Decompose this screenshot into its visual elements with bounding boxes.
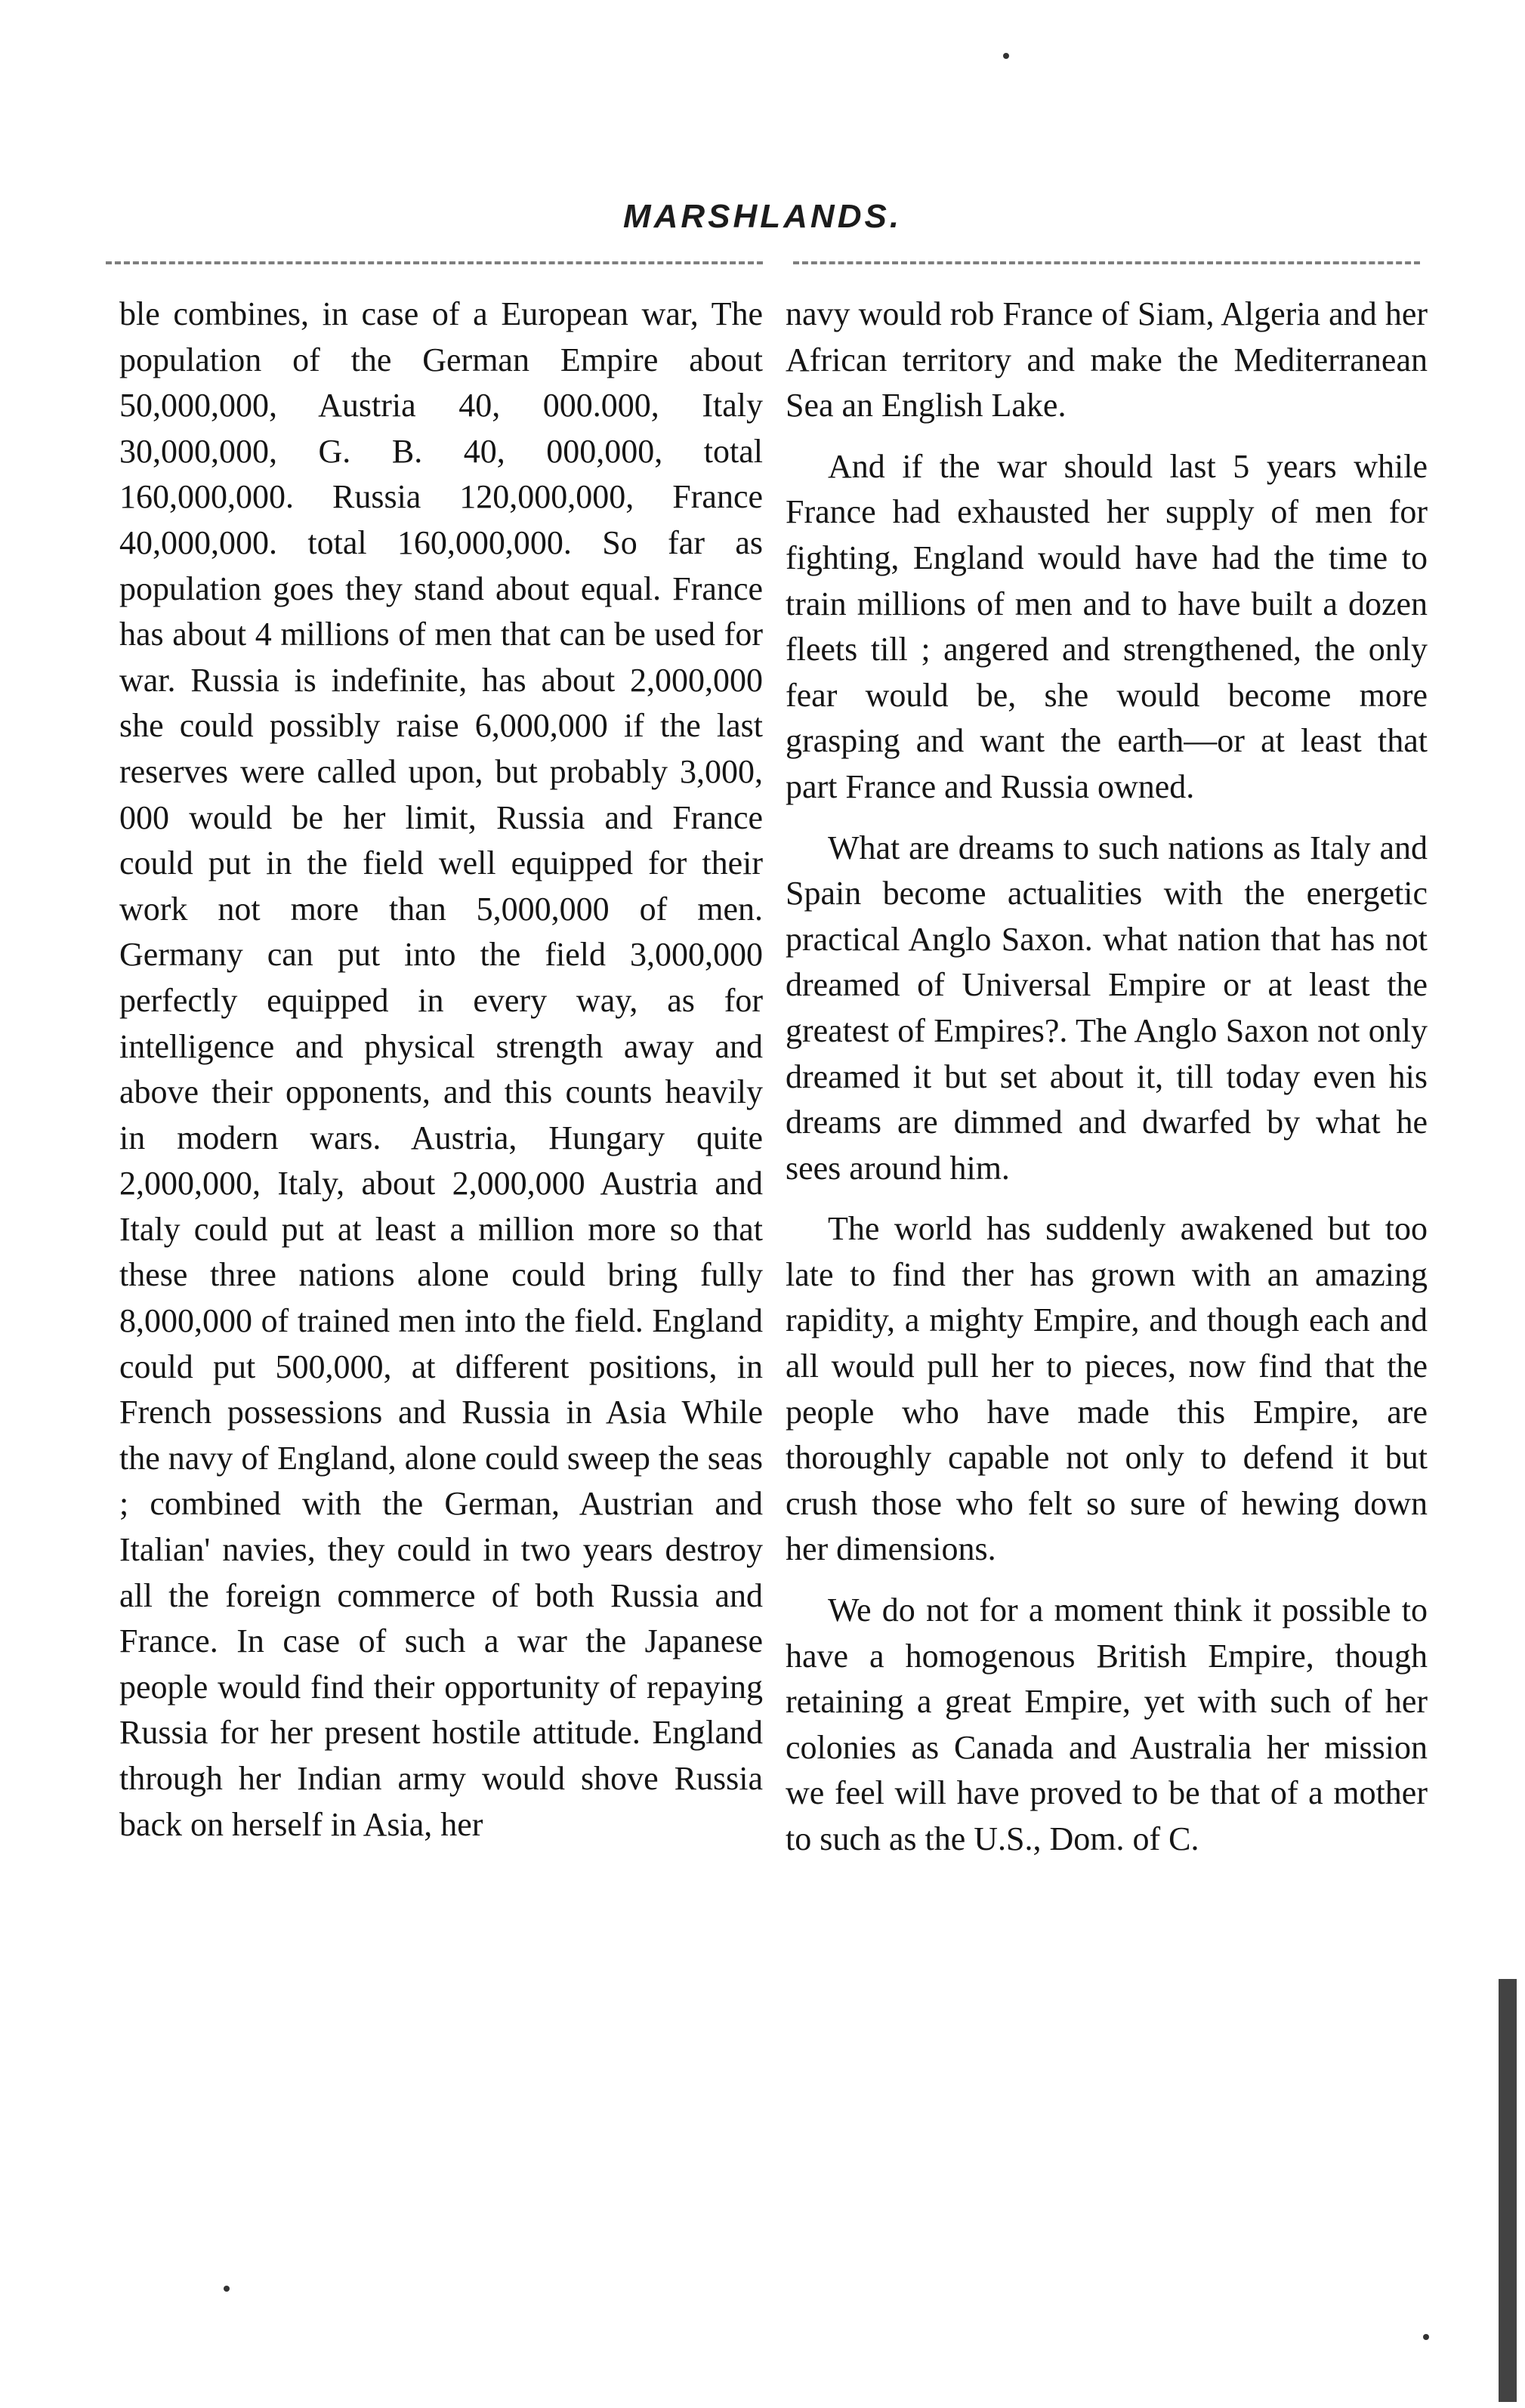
right-paragraph-4: The world has suddenly awakened but too late to find ther has grown with an amazing rapidity, a mighty Empire, and though each and all would pull her to pieces, now find that the people who have made this Empire, are thoroughly capable not only to defend it but crush those who felt so sure of hewing down her dimensions. — [786, 1210, 1428, 1568]
scan-speck-top — [1003, 53, 1009, 59]
scan-speck-bottom-left — [224, 2286, 230, 2292]
right-column — [786, 292, 1428, 1878]
right-paragraph-3: What are dreams to such nations as Italy and Spain become actualities with the energetic practical Anglo Saxon. what nation that has not dreamed of Universal Empire or at least the greatest of Empires?. The Anglo Saxon not only dreamed it but set about it, till today even his dreams are dimmed and dwarfed by what he sees around him. — [786, 829, 1428, 1187]
right-paragraph-5: We do not for a moment think it possible to have a homogenous British Empire, though retaining a great Empire, yet with such of her colonies as Canada and Australia her mission we feel will have proved to be that of a mother to such as the U.S., Dom. of C. — [786, 1591, 1428, 1857]
scan-speck-bottom-right — [1423, 2334, 1429, 2340]
left-column — [119, 292, 763, 1863]
right-paragraph-1: navy would rob France of Siam, Algeria and her African territory and make the Mediterranean Sea an English Lake. — [786, 295, 1428, 424]
scan-edge-shadow — [1499, 1979, 1517, 2402]
page-title: MARSHLANDS. — [622, 198, 903, 235]
right-paragraph-2: And if the war should last 5 years while France had exhausted her supply of men for fighting, England would have had the time to train millions of men and to have built a dozen fleets till ; angered and strengthened, the only fear would be, she would become more grasping and want the earth—or at least that part France and Russia owned. — [786, 447, 1428, 805]
header-rule-right — [793, 261, 1420, 264]
left-paragraph-1: ble combines, in case of a European war, The population of the German Empire about 50,000,000, Austria 40, 000.000, Italy 30,000,000, G. B. 40, 000,000, total 160,000,000. Russia 120,000,000, France 40,000,000. total 160,000,000. So far as population goes they stand about equal. France has about 4 millions of men that can be used for war. Russia is indefinite, has about 2,000,000 she could possibly raise 6,000,000 if the last reserves were called upon, but probably 3,000, 000 would be her limit, Russia and France could put in the field well equipped for their work not more than 5,000,000 of men. Germany can put into the field 3,000,000 perfectly equipped in every way, as for intelligence and physical strength away and above their opponents, and this counts heavily in modern wars. Austria, Hungary quite 2,000,000, Italy, about 2,000,000 Austria and Italy could put at least a million more so that these three nations alone could bring fully 8,000,000 of trained men into the field. England could put 500,000, at different positions, in French possessions and Russia in Asia While the navy of England, alone could sweep the seas ; combined with the German, Austrian and Italian' navies, they could in two years destroy all the foreign commerce of both Russia and France. In case of such a war the Japanese people would find their opportunity of repaying Russia for her present hostile attitude. England through her Indian army would shove Russia back on herself in Asia, her — [119, 295, 763, 1843]
header-rule-left — [106, 261, 763, 264]
